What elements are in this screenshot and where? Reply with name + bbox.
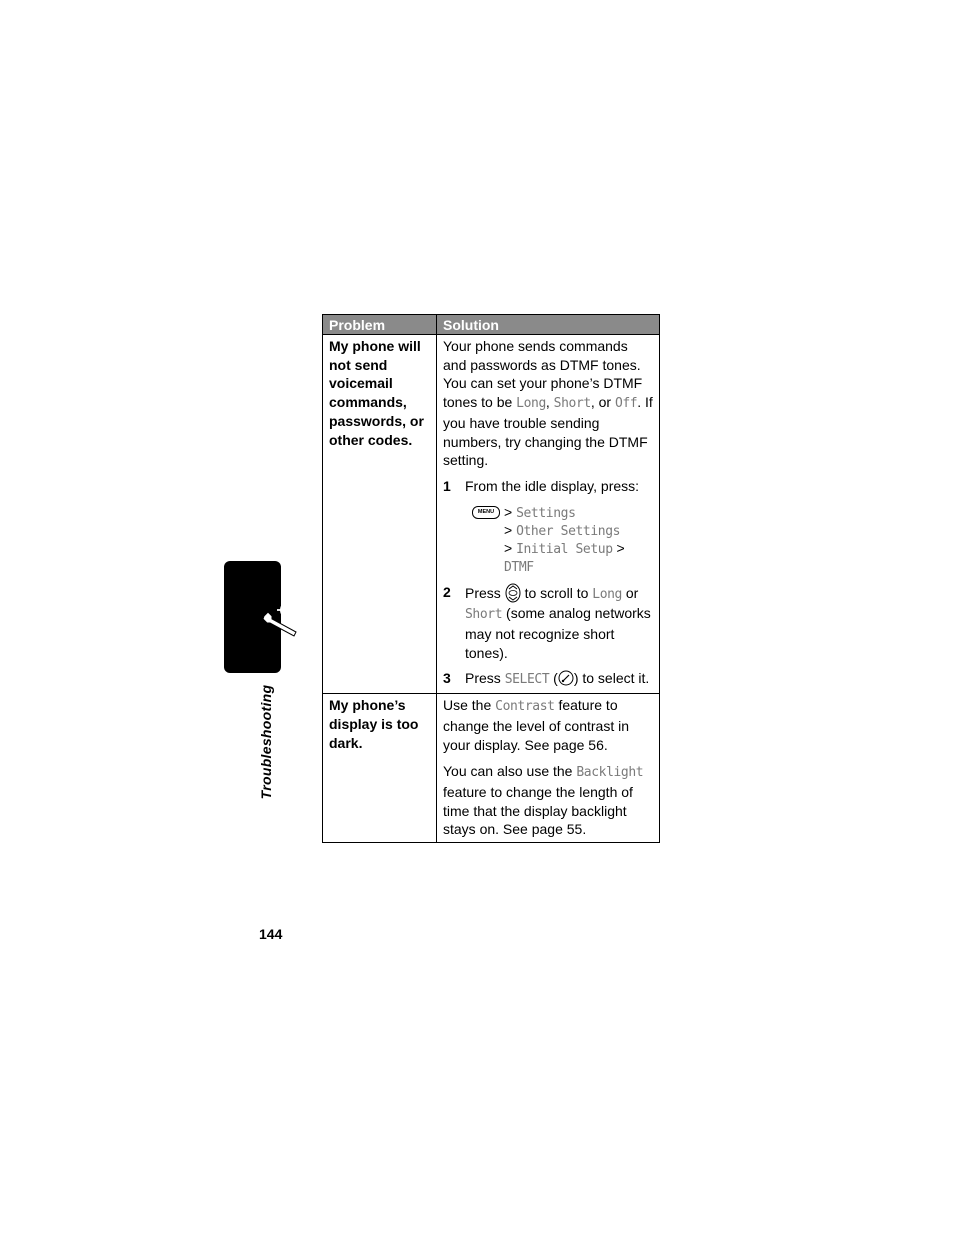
table-row xyxy=(323,335,660,694)
solution-column-header: Solution xyxy=(437,315,660,335)
table-row xyxy=(323,694,660,843)
contrast-feature: Contrast xyxy=(495,699,555,715)
troubleshooting-table xyxy=(322,314,660,843)
menu-item-initial-setup: Initial Setup xyxy=(516,541,613,557)
long-option: Long xyxy=(592,586,622,602)
short-option: Short xyxy=(553,396,591,412)
step-number: 3 xyxy=(443,670,451,687)
wrench-crosshair-icon xyxy=(258,592,306,640)
solution-paragraph: You can also use the Backlight feature to change the length of time that the display backlight stays on. See page 55. xyxy=(443,763,644,838)
step-3: 3 Press SELECT ( ) to select it. xyxy=(443,670,650,688)
step-text: From the idle display, press: xyxy=(465,477,640,494)
menu-key-icon: MENU xyxy=(472,506,500,519)
menu-path: MENU > Settings > Other Settings > Initial Setup > DTMF xyxy=(465,504,653,576)
step-number: 1 xyxy=(443,477,451,494)
solution-cell xyxy=(437,694,660,843)
menu-item-settings: Settings xyxy=(516,505,576,521)
select-softkey-label: SELECT xyxy=(504,672,550,688)
menu-item-other-settings: Other Settings xyxy=(516,523,621,539)
step-number: 2 xyxy=(443,583,451,600)
solution-paragraph: Use the Contrast feature to change the level of contrast in your display. See page 56. xyxy=(443,697,630,753)
long-option: Long xyxy=(516,396,546,412)
solution-cell xyxy=(437,335,660,694)
problem-column-header: Problem xyxy=(323,315,437,335)
backlight-feature: Backlight xyxy=(576,765,644,781)
problem-cell: My phone will not send voicemail commands, passwords, or other codes. xyxy=(323,335,437,694)
solution-intro: Your phone sends commands and passwords as DTMF tones. You can set your phone’s DTMF tones to be Long, Short, or Off. If you have trouble sending numbers, try changing the DTMF setting. xyxy=(443,338,653,469)
section-label: Troubleshooting xyxy=(258,684,274,800)
page-number: 144 xyxy=(259,926,283,942)
table-header-row xyxy=(323,315,660,335)
menu-item-dtmf: DTMF xyxy=(504,559,534,575)
step-2: 2 Press to scroll to Long or Short (some analog networks may not recognize short tones). xyxy=(443,583,651,661)
select-key-icon xyxy=(558,670,574,686)
off-option: Off xyxy=(614,396,638,412)
short-option: Short xyxy=(465,607,503,623)
navigation-key-icon xyxy=(505,583,521,603)
problem-cell: My phone’s display is too dark. xyxy=(323,694,437,843)
step-1 xyxy=(443,477,653,496)
